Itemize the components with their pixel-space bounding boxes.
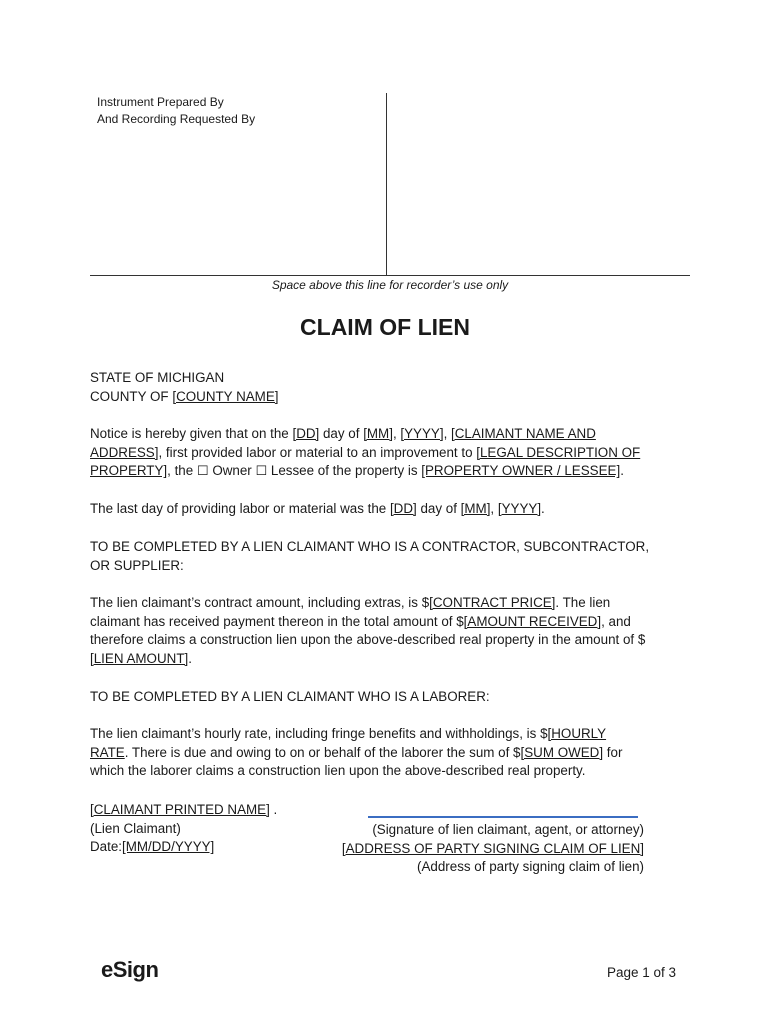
lien-amount-field[interactable]: [LIEN AMOUNT] [90, 650, 189, 666]
notice-paragraph: Notice is hereby given that on the [DD] day of [MM], [YYYY], [CLAIMANT NAME AND ADDRESS], first provided labor or material to an improvement to [LEGAL DESCRIPTION OF PROPERTY], the ☐ Owner ☐ Lessee of the property is [PROPERTY OWNER / LESSEE]. [90, 426, 641, 479]
contractor-heading: TO BE COMPLETED BY A LIEN CLAIMANT WHO IS A CONTRACTOR, SUBCONTRACTOR, OR SUPPLIER: [90, 539, 650, 573]
laborer-heading: TO BE COMPLETED BY A LIEN CLAIMANT WHO IS A LABORER: [90, 689, 490, 704]
county-name-field[interactable]: [COUNTY NAME] [172, 388, 279, 404]
signer-address-field[interactable]: [ADDRESS OF PARTY SIGNING CLAIM OF LIEN] [341, 840, 644, 856]
sum-owed-field[interactable]: [SUM OWED] [520, 744, 604, 760]
notice-year-field[interactable]: [YYYY] [400, 426, 444, 441]
legal-description-field[interactable]: [LEGAL DESCRIPTION OF [476, 444, 641, 460]
page-number: Page 1 of 3 [606, 965, 676, 980]
amount-received-field[interactable]: [AMOUNT RECEIVED] [463, 613, 602, 629]
hourly-rate-field-cont[interactable]: RATE [90, 744, 125, 760]
prepared-by-line: Instrument Prepared By [97, 95, 224, 109]
county-line: COUNTY OF [COUNTY NAME] [90, 388, 279, 404]
notice-day-field[interactable]: [DD] [292, 426, 320, 441]
notice-month-field[interactable]: [MM] [363, 426, 393, 441]
recorder-note: Space above this line for recorder’s use only [271, 278, 509, 292]
venue-block [90, 369, 680, 406]
property-owner-field[interactable]: [PROPERTY OWNER / LESSEE] [421, 463, 621, 479]
claimant-printed-name-field[interactable]: [CLAIMANT PRINTED NAME] [90, 802, 270, 817]
claimant-block: [CLAIMANT PRINTED NAME] . (Lien Claimant) Date:[MM/DD/YYYY] [90, 801, 390, 857]
date-field[interactable]: [MM/DD/YYYY] [122, 839, 215, 855]
signature-block [300, 821, 644, 877]
legal-description-field-cont[interactable]: PROPERTY] [90, 463, 168, 479]
lessee-checkbox[interactable]: ☐ [255, 463, 268, 479]
owner-label: Owner [212, 463, 252, 479]
contract-paragraph: The lien claimant’s contract amount, including extras, is $[CONTRACT PRICE]. The lien claimant has received payment thereon in the total amount of $[AMOUNT RECEIVED], and therefore claims a construction lien upon the above-described real property in the amount of $ [LIEN AMOUNT]. [90, 595, 646, 666]
esign-logo: eSign [101, 957, 159, 982]
signature-caption: (Signature of lien claimant, agent, or attorney) [372, 822, 644, 837]
hourly-rate-field[interactable]: [HOURLY [547, 726, 607, 741]
claimant-name-field[interactable]: [CLAIMANT NAME AND [451, 426, 596, 441]
contract-price-field[interactable]: [CONTRACT PRICE] [429, 595, 556, 610]
state-line: STATE OF MICHIGAN [90, 370, 225, 385]
lien-claimant-caption: (Lien Claimant) [90, 820, 181, 836]
last-day-paragraph: The last day of providing labor or material was the [DD] day of [MM], [YYYY]. [90, 501, 545, 516]
recorder-vertical-divider [386, 93, 387, 276]
recording-requested-line: And Recording Requested By [97, 112, 256, 126]
address-caption: (Address of party signing claim of lien) [417, 859, 644, 875]
prepared-by-block [97, 94, 255, 128]
last-month-field[interactable]: [MM] [460, 501, 491, 516]
signature-line[interactable] [368, 816, 638, 818]
last-day-field[interactable]: [DD] [389, 501, 417, 516]
laborer-paragraph: The lien claimant’s hourly rate, including fringe benefits and withholdings, is $[HOURLY RATE. There is due and owing to on or behalf of the laborer the sum of $[SUM OWED] for which the laborer claims a construction lien upon the above-described real property. [90, 726, 623, 779]
recorder-horizontal-divider [90, 275, 690, 276]
last-year-field[interactable]: [YYYY] [497, 501, 542, 516]
document-title: CLAIM OF LIEN [300, 314, 470, 340]
owner-checkbox[interactable]: ☐ [196, 463, 209, 479]
claimant-address-field[interactable]: ADDRESS] [90, 444, 159, 460]
